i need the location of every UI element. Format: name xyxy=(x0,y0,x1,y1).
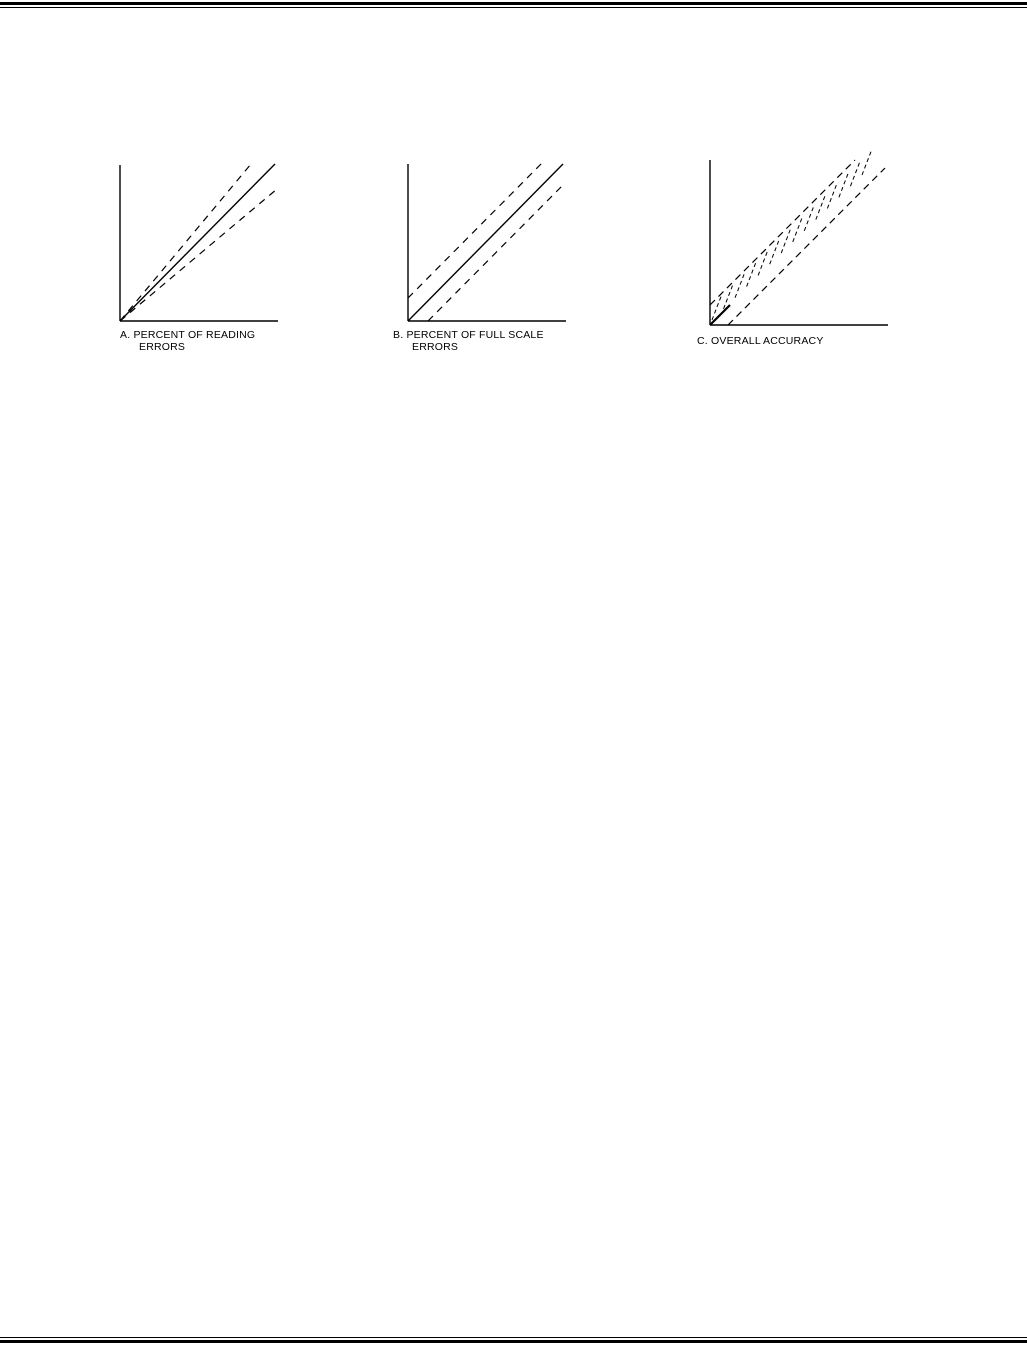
panel-c-caption-line1: C. OVERALL ACCURACY xyxy=(697,335,824,347)
panel-a-diagram xyxy=(100,150,300,330)
panel-a-caption-line1: A. PERCENT OF READING xyxy=(120,329,256,341)
top-border-rule xyxy=(0,2,1027,8)
hatch-mark xyxy=(712,294,722,320)
upper-error-line xyxy=(120,164,251,321)
hatch-mark xyxy=(793,216,803,242)
hatch-mark xyxy=(827,182,837,208)
lower-error-line xyxy=(120,189,277,321)
nominal-line xyxy=(120,164,275,321)
nominal-line xyxy=(408,164,563,321)
panel-a-graph xyxy=(100,150,300,330)
hatch-mark xyxy=(747,261,757,287)
lower-envelope xyxy=(728,168,885,325)
panel-c-graph xyxy=(690,150,900,335)
panel-c-caption xyxy=(697,335,824,347)
panel-b-graph xyxy=(388,150,588,330)
panel-a-caption-line2: ERRORS xyxy=(139,341,186,353)
hatch-mark xyxy=(770,238,780,264)
upper-error-line xyxy=(408,162,543,298)
hatch-marks xyxy=(712,149,872,320)
panel-b-caption-line1: B. PERCENT OF FULL SCALE xyxy=(393,329,544,341)
hatch-mark xyxy=(816,194,826,220)
lower-error-line xyxy=(428,183,565,321)
panel-a-caption xyxy=(120,329,255,353)
panel-c-diagram xyxy=(690,150,900,335)
upper-envelope xyxy=(710,160,855,305)
bottom-border-rule xyxy=(0,1337,1027,1343)
hatch-mark xyxy=(781,227,791,253)
panel-b-diagram xyxy=(388,150,588,330)
hatch-mark xyxy=(758,249,768,275)
panel-b-caption xyxy=(393,329,544,353)
hatch-mark xyxy=(862,149,872,175)
hatch-mark xyxy=(850,160,860,186)
panel-b-caption-line2: ERRORS xyxy=(412,341,459,353)
nominal-line xyxy=(710,305,730,325)
